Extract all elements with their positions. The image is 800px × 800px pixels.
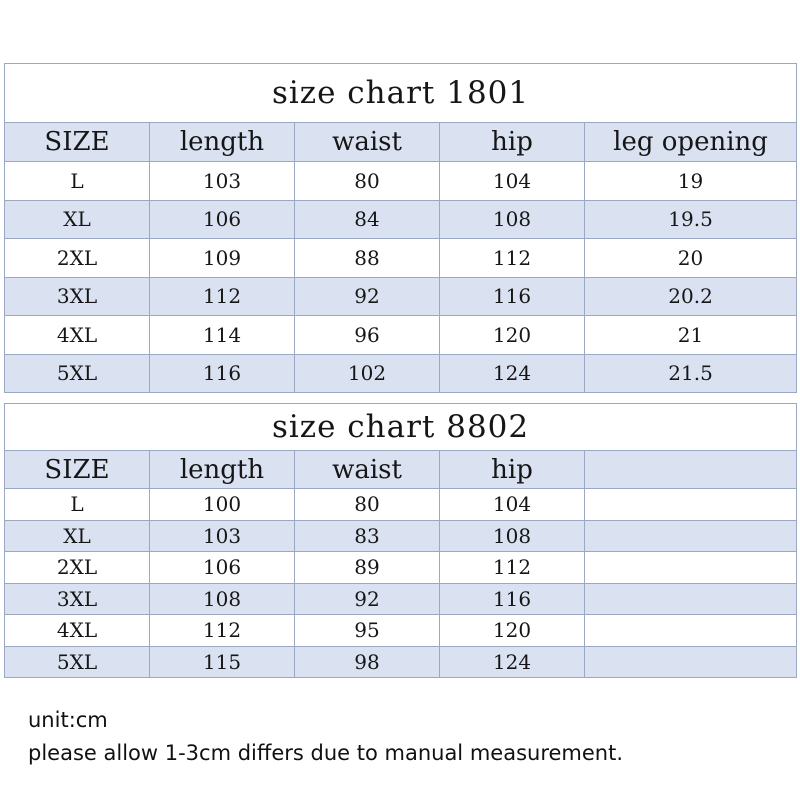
table-cell: 21.5	[585, 354, 797, 393]
table-cell: 92	[295, 277, 440, 316]
table-cell	[585, 552, 797, 584]
header-cell	[585, 451, 797, 489]
table-row	[5, 200, 797, 239]
header-cell: hip	[440, 451, 585, 489]
table-cell: 104	[440, 162, 585, 201]
table-cell: 95	[295, 615, 440, 647]
header-cell: hip	[440, 123, 585, 162]
table-cell	[585, 583, 797, 615]
table-cell: 4XL	[5, 316, 150, 355]
table-cell: 5XL	[5, 354, 150, 393]
table-cell: 103	[150, 162, 295, 201]
table-cell: 89	[295, 552, 440, 584]
table-cell: 21	[585, 316, 797, 355]
header-cell: waist	[295, 451, 440, 489]
table-row	[5, 552, 797, 584]
header-cell: SIZE	[5, 123, 150, 162]
table-cell: 120	[440, 316, 585, 355]
table-row	[5, 489, 797, 521]
table-cell: 80	[295, 489, 440, 521]
table-cell: 116	[440, 277, 585, 316]
size-chart-8802	[4, 403, 797, 678]
header-cell: leg opening	[585, 123, 797, 162]
table-cell: 19	[585, 162, 797, 201]
table-cell: 116	[440, 583, 585, 615]
table-cell: 4XL	[5, 615, 150, 647]
table-row	[5, 615, 797, 647]
table-cell: 108	[440, 520, 585, 552]
table-cell: 3XL	[5, 277, 150, 316]
table-cell	[585, 520, 797, 552]
table-cell: 84	[295, 200, 440, 239]
unit-note: unit:cm	[28, 708, 108, 732]
table-cell: 20	[585, 239, 797, 278]
table-cell: 5XL	[5, 646, 150, 678]
header-row	[5, 123, 797, 162]
table-cell: 112	[150, 615, 295, 647]
table-cell: 92	[295, 583, 440, 615]
table-row	[5, 583, 797, 615]
table-cell: 80	[295, 162, 440, 201]
measurement-disclaimer: please allow 1-3cm differs due to manual measurement.	[28, 741, 624, 765]
header-cell: length	[150, 451, 295, 489]
table-cell	[585, 646, 797, 678]
table-row	[5, 354, 797, 393]
table-row	[5, 316, 797, 355]
size-chart-1801	[4, 63, 797, 393]
header-row	[5, 451, 797, 489]
table-cell	[585, 489, 797, 521]
table-cell: 112	[440, 239, 585, 278]
table-cell: L	[5, 489, 150, 521]
table-cell	[585, 615, 797, 647]
chart-title: size chart 1801	[5, 64, 797, 123]
table-cell: 109	[150, 239, 295, 278]
table-cell: 112	[440, 552, 585, 584]
table-cell: 19.5	[585, 200, 797, 239]
table-cell: 100	[150, 489, 295, 521]
table-row	[5, 520, 797, 552]
header-cell: waist	[295, 123, 440, 162]
header-cell: length	[150, 123, 295, 162]
table-row	[5, 646, 797, 678]
header-cell: SIZE	[5, 451, 150, 489]
table-row	[5, 162, 797, 201]
table-cell: 102	[295, 354, 440, 393]
table-cell: 103	[150, 520, 295, 552]
table-cell: 104	[440, 489, 585, 521]
table-cell: XL	[5, 520, 150, 552]
table-cell: 108	[440, 200, 585, 239]
table-cell: 20.2	[585, 277, 797, 316]
table-cell: 98	[295, 646, 440, 678]
table-cell: 108	[150, 583, 295, 615]
table-cell: 96	[295, 316, 440, 355]
table-row	[5, 239, 797, 278]
notes	[28, 704, 623, 770]
table-cell: 3XL	[5, 583, 150, 615]
table-cell: L	[5, 162, 150, 201]
table-cell: 124	[440, 646, 585, 678]
table-cell: 120	[440, 615, 585, 647]
table-cell: 115	[150, 646, 295, 678]
table-cell: 2XL	[5, 239, 150, 278]
table-cell: 83	[295, 520, 440, 552]
table-cell: 124	[440, 354, 585, 393]
table-cell: XL	[5, 200, 150, 239]
table-cell: 116	[150, 354, 295, 393]
table-cell: 112	[150, 277, 295, 316]
chart-title: size chart 8802	[5, 404, 797, 451]
table-row	[5, 277, 797, 316]
table-cell: 106	[150, 552, 295, 584]
table-cell: 88	[295, 239, 440, 278]
table-cell: 106	[150, 200, 295, 239]
table-cell: 114	[150, 316, 295, 355]
table-cell: 2XL	[5, 552, 150, 584]
